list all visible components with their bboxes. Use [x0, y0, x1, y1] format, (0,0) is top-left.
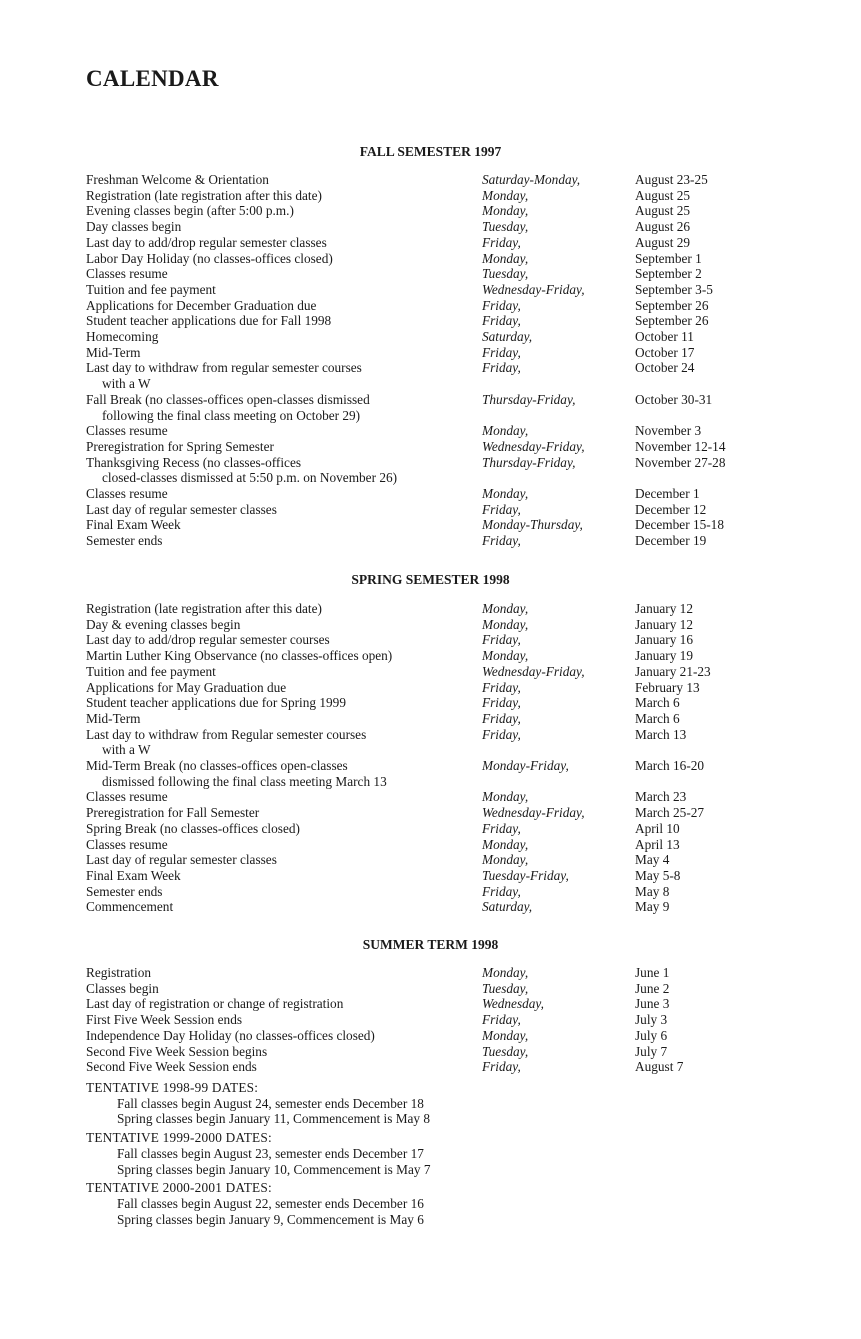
event-text: Mid-Term [86, 710, 141, 726]
date-cell: March 23 [635, 789, 687, 805]
day-cell: Tuesday, [482, 1043, 529, 1059]
event-cell [86, 235, 431, 251]
summer-term-heading: SUMMER TERM 1998 [362, 937, 499, 952]
tentative-line: Fall classes begin August 24, semester ends December 18 [117, 1095, 424, 1111]
day-cell: Monday, [482, 616, 529, 632]
event-cell [86, 392, 431, 423]
date-cell: December 1 [635, 486, 700, 502]
tentative-block [86, 1130, 686, 1177]
event-text: Applications for May Graduation due [86, 679, 287, 695]
day-cell: Saturday, [482, 329, 533, 345]
date-cell: October 17 [635, 344, 695, 360]
day-cell: Friday, [482, 234, 521, 250]
date-cell: July 3 [635, 1012, 668, 1028]
event-cell [86, 1044, 431, 1060]
date-cell: December 15-18 [635, 517, 724, 533]
date-cell: October 11 [635, 329, 694, 345]
event-cell [86, 188, 431, 204]
calendar-row [86, 837, 776, 853]
event-cell [86, 789, 431, 805]
calendar-row [86, 360, 776, 391]
tentative-line: Fall classes begin August 22, semester ends December 16 [117, 1195, 424, 1211]
event-cell [86, 345, 431, 361]
date-cell: November 12-14 [635, 438, 726, 454]
date-cell: May 8 [635, 883, 670, 899]
calendar-row [86, 727, 776, 758]
date-cell: January 12 [635, 601, 693, 616]
calendar-row [86, 899, 776, 915]
event-text: Registration (late registration after this date) [86, 601, 322, 616]
event-cell [86, 695, 431, 711]
event-text: Second Five Week Session begins [86, 1043, 268, 1059]
calendar-row [86, 235, 776, 251]
date-cell: October 24 [635, 360, 695, 376]
event-text: Preregistration for Spring Semester [86, 438, 274, 454]
date-cell: September 26 [635, 297, 709, 313]
calendar-row [86, 617, 776, 633]
day-cell: Monday, [482, 187, 529, 203]
event-text: Semester ends [86, 883, 163, 899]
event-text: Classes resume [86, 423, 168, 439]
event-text: Final Exam Week [86, 517, 181, 533]
calendar-row [86, 789, 776, 805]
calendar-row [86, 313, 776, 329]
event-text-continued: with a W [102, 376, 151, 392]
event-cell [86, 601, 431, 617]
event-text: Day classes begin [86, 219, 182, 235]
event-text: Registration (late registration after this date) [86, 187, 322, 203]
event-text-continued: with a W [102, 742, 151, 758]
calendar-row [86, 188, 776, 204]
calendar-row [86, 648, 776, 664]
calendar-row [86, 439, 776, 455]
event-text: Evening classes begin (after 5:00 p.m.) [86, 203, 294, 219]
tentative-block [86, 1080, 686, 1127]
day-cell: Friday, [482, 883, 521, 899]
date-cell: July 6 [635, 1027, 668, 1043]
day-cell: Tuesday, [482, 266, 529, 282]
calendar-row [86, 664, 776, 680]
event-text: Applications for December Graduation due [86, 297, 317, 313]
calendar-row [86, 486, 776, 502]
day-cell: Tuesday-Friday, [482, 867, 569, 883]
tentative-line: Spring classes begin January 9, Commencement is May 6 [117, 1211, 424, 1227]
date-cell: September 26 [635, 313, 709, 329]
day-cell: Wednesday-Friday, [482, 438, 585, 454]
fall-semester-heading: FALL SEMESTER 1997 [359, 144, 502, 159]
calendar-row [86, 517, 776, 533]
event-text: Classes resume [86, 836, 168, 852]
day-cell: Monday, [482, 852, 529, 868]
calendar-row [86, 282, 776, 298]
event-text: Day & evening classes begin [86, 616, 241, 632]
date-cell: December 19 [635, 533, 707, 549]
date-cell: March 6 [635, 695, 680, 711]
date-cell: November 3 [635, 423, 702, 439]
date-cell: January 19 [635, 648, 693, 664]
calendar-row [86, 345, 776, 361]
day-cell: Wednesday-Friday, [482, 805, 585, 821]
event-text: Student teacher applications due for Fall 1998 [86, 313, 332, 329]
tentative-line: Fall classes begin August 23, semester ends December 17 [117, 1145, 424, 1161]
event-cell [86, 251, 431, 267]
calendar-row [86, 298, 776, 314]
event-cell [86, 837, 431, 853]
day-cell: Monday, [482, 789, 529, 805]
event-cell [86, 1059, 431, 1075]
event-cell [86, 329, 431, 345]
event-cell [86, 1012, 431, 1028]
calendar-row [86, 533, 776, 549]
calendar-row [86, 758, 776, 789]
calendar-row [86, 1044, 776, 1060]
calendar-row [86, 329, 776, 345]
event-cell [86, 439, 431, 455]
day-cell: Monday-Friday, [482, 758, 569, 774]
date-cell: August 29 [635, 234, 691, 250]
event-text: Final Exam Week [86, 867, 181, 883]
day-cell: Monday, [482, 250, 529, 266]
event-text: Last day to withdraw from Regular semester courses [86, 726, 367, 742]
event-text: Thanksgiving Recess (no classes-offices [86, 454, 302, 470]
date-cell: August 26 [635, 219, 691, 235]
day-cell: Wednesday, [482, 996, 544, 1012]
date-cell: March 16-20 [635, 758, 705, 774]
date-cell: June 1 [635, 965, 670, 980]
event-cell [86, 1028, 431, 1044]
event-text: Classes resume [86, 789, 168, 805]
day-cell: Saturday-Monday, [482, 172, 581, 187]
date-cell: June 2 [635, 980, 670, 996]
calendar-row [86, 601, 776, 617]
event-text: Preregistration for Fall Semester [86, 805, 260, 821]
event-text: Labor Day Holiday (no classes-offices closed) [86, 250, 333, 266]
day-cell: Friday, [482, 360, 521, 376]
calendar-row [86, 852, 776, 868]
event-text: Freshman Welcome & Orientation [86, 172, 269, 187]
event-text: Homecoming [86, 329, 159, 345]
day-cell: Wednesday-Friday, [482, 281, 585, 297]
calendar-row [86, 1059, 776, 1075]
event-cell [86, 533, 431, 549]
calendar-row [86, 251, 776, 267]
date-cell: March 6 [635, 710, 680, 726]
event-cell [86, 266, 431, 282]
date-cell: March 13 [635, 726, 687, 742]
event-text: Last day to add/drop regular semester classes [86, 234, 327, 250]
day-cell: Wednesday-Friday, [482, 663, 585, 679]
tentative-block [86, 1180, 686, 1227]
calendar-row [86, 219, 776, 235]
day-cell: Friday, [482, 501, 521, 517]
calendar-row [86, 203, 776, 219]
day-cell: Friday, [482, 710, 521, 726]
summer-term-list [86, 965, 776, 1075]
date-cell: May 4 [635, 852, 670, 868]
tentative-heading: TENTATIVE 1998-99 DATES: [86, 1080, 259, 1095]
event-text-continued: closed-classes dismissed at 5:50 p.m. on November 26) [102, 470, 398, 486]
day-cell: Monday, [482, 423, 529, 439]
calendar-row [86, 502, 776, 518]
date-cell: February 13 [635, 679, 700, 695]
calendar-row [86, 981, 776, 997]
date-cell: August 7 [635, 1059, 684, 1075]
date-cell: November 27-28 [635, 454, 726, 470]
day-cell: Tuesday, [482, 980, 529, 996]
day-cell: Friday, [482, 679, 521, 695]
day-cell: Monday, [482, 601, 529, 616]
day-cell: Monday, [482, 1027, 529, 1043]
date-cell: December 12 [635, 501, 707, 517]
event-text: Classes resume [86, 486, 168, 502]
event-cell [86, 455, 431, 486]
event-text-continued: dismissed following the final class meeting March 13 [102, 773, 387, 789]
event-cell [86, 884, 431, 900]
event-cell [86, 664, 431, 680]
event-text-continued: following the final class meeting on October 29) [102, 407, 361, 423]
calendar-row [86, 996, 776, 1012]
calendar-row [86, 455, 776, 486]
event-text: Student teacher applications due for Spring 1999 [86, 695, 346, 711]
day-cell: Friday, [482, 297, 521, 313]
event-text: Semester ends [86, 533, 163, 549]
date-cell: September 1 [635, 250, 702, 266]
day-cell: Monday, [482, 836, 529, 852]
event-cell [86, 502, 431, 518]
day-cell: Tuesday, [482, 219, 529, 235]
event-text: Mid-Term [86, 344, 141, 360]
date-cell: October 30-31 [635, 391, 713, 407]
calendar-row [86, 266, 776, 282]
event-text: First Five Week Session ends [86, 1012, 243, 1028]
event-cell [86, 423, 431, 439]
event-cell [86, 298, 431, 314]
day-cell: Thursday-Friday, [482, 454, 576, 470]
fall-semester-list [86, 172, 776, 549]
tentative-heading: TENTATIVE 1999-2000 DATES: [86, 1130, 272, 1146]
calendar-row [86, 1012, 776, 1028]
day-cell: Friday, [482, 344, 521, 360]
day-cell: Friday, [482, 632, 521, 648]
day-cell: Monday, [482, 965, 529, 980]
date-cell: August 25 [635, 203, 691, 219]
event-text: Classes begin [86, 980, 159, 996]
date-cell: January 16 [635, 632, 693, 648]
date-cell: August 23-25 [635, 172, 708, 187]
event-text: Last day of regular semester classes [86, 852, 277, 868]
event-cell [86, 632, 431, 648]
event-text: Tuition and fee payment [86, 663, 216, 679]
event-text: Spring Break (no classes-offices closed) [86, 820, 300, 836]
day-cell: Friday, [482, 695, 521, 711]
page-title: CALENDAR [86, 66, 219, 91]
date-cell: May 9 [635, 899, 670, 915]
event-cell [86, 758, 431, 789]
event-cell [86, 313, 431, 329]
event-text: Second Five Week Session ends [86, 1059, 257, 1075]
calendar-row [86, 172, 776, 188]
event-text: Tuition and fee payment [86, 281, 216, 297]
date-cell: August 25 [635, 187, 691, 203]
event-cell [86, 965, 431, 981]
day-cell: Monday, [482, 203, 529, 219]
calendar-row [86, 965, 776, 981]
date-cell: April 13 [635, 836, 680, 852]
calendar-row [86, 1028, 776, 1044]
day-cell: Friday, [482, 1012, 521, 1028]
event-text: Martin Luther King Observance (no classes-offices open) [86, 648, 393, 664]
event-cell [86, 617, 431, 633]
event-cell [86, 648, 431, 664]
event-text: Fall Break (no classes-offices open-classes dismissed [86, 391, 370, 407]
event-text: Commencement [86, 899, 174, 915]
calendar-row [86, 632, 776, 648]
day-cell: Friday, [482, 726, 521, 742]
calendar-row [86, 711, 776, 727]
event-text: Independence Day Holiday (no classes-offices closed) [86, 1027, 375, 1043]
date-cell: April 10 [635, 820, 680, 836]
day-cell: Thursday-Friday, [482, 391, 576, 407]
calendar-row [86, 392, 776, 423]
day-cell: Monday, [482, 486, 529, 502]
day-cell: Monday, [482, 648, 529, 664]
tentative-line: Spring classes begin January 11, Commencement is May 8 [117, 1111, 431, 1127]
event-cell [86, 805, 431, 821]
event-cell [86, 852, 431, 868]
event-cell [86, 219, 431, 235]
spring-semester-heading: SPRING SEMESTER 1998 [351, 572, 510, 587]
date-cell: September 3-5 [635, 281, 713, 297]
event-text: Last day to add/drop regular semester courses [86, 632, 330, 648]
event-cell [86, 680, 431, 696]
date-cell: May 5-8 [635, 867, 681, 883]
calendar-row [86, 423, 776, 439]
event-cell [86, 282, 431, 298]
event-text: Mid-Term Break (no classes-offices open-classes [86, 758, 348, 774]
tentative-line: Spring classes begin January 10, Commencement is May 7 [117, 1161, 431, 1177]
date-cell: July 7 [635, 1043, 668, 1059]
tentative-heading: TENTATIVE 2000-2001 DATES: [86, 1180, 272, 1196]
calendar-row [86, 680, 776, 696]
tentative-dates [86, 1080, 686, 1230]
calendar-row [86, 821, 776, 837]
event-cell [86, 203, 431, 219]
calendar-row [86, 868, 776, 884]
event-text: Registration [86, 965, 151, 980]
event-cell [86, 821, 431, 837]
day-cell: Friday, [482, 1059, 521, 1075]
day-cell: Friday, [482, 820, 521, 836]
date-cell: January 12 [635, 616, 693, 632]
event-text: Last day to withdraw from regular semester courses [86, 360, 362, 376]
event-cell [86, 996, 431, 1012]
spring-semester-list [86, 601, 776, 915]
date-cell: March 25-27 [635, 805, 705, 821]
event-text: Last day of regular semester classes [86, 501, 277, 517]
calendar-row [86, 884, 776, 900]
date-cell: June 3 [635, 996, 670, 1012]
event-cell [86, 711, 431, 727]
event-cell [86, 360, 431, 391]
event-cell [86, 899, 431, 915]
date-cell: January 21-23 [635, 663, 711, 679]
event-cell [86, 172, 431, 188]
day-cell: Saturday, [482, 899, 533, 915]
day-cell: Friday, [482, 313, 521, 329]
date-cell: September 2 [635, 266, 702, 282]
event-text: Last day of registration or change of registration [86, 996, 344, 1012]
calendar-row [86, 695, 776, 711]
event-cell [86, 868, 431, 884]
event-cell [86, 517, 431, 533]
event-cell [86, 727, 431, 758]
event-cell [86, 486, 431, 502]
day-cell: Friday, [482, 533, 521, 549]
event-cell [86, 981, 431, 997]
calendar-row [86, 805, 776, 821]
event-text: Classes resume [86, 266, 168, 282]
day-cell: Monday-Thursday, [482, 517, 583, 533]
